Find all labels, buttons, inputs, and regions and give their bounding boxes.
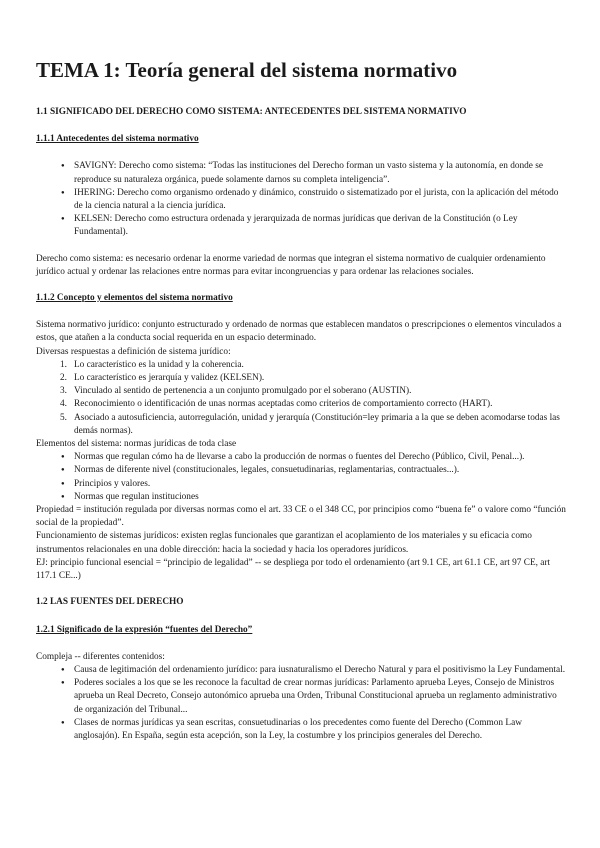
list-item: 3. Vinculado al sentido de pertenencia a un conjunto promulgado por el soberano (AUSTIN).	[60, 386, 412, 397]
page-title: TEMA 1: Teoría general del sistema normativo	[36, 58, 458, 82]
subsection-heading-1-1-2: 1.1.2 Concepto y elementos del sistema normativo	[36, 293, 233, 304]
paragraph-elements-intro: Elementos del sistema: normas jurídicas de toda clase	[36, 439, 237, 450]
list-item: ● Principios y valores.	[36, 478, 566, 491]
list-item: 2. Lo característico es jerarquía y validez (KELSEN).	[60, 373, 265, 384]
subsection-heading-1-2-1: 1.2.1 Significado de la expresión “fuentes del Derecho”	[36, 624, 253, 635]
paragraph-example: EJ: principio funcional esencial = “principio de legalidad” -- se despliega por todo el ordenamiento (art 9.1 CE, art 61.1 CE, art 97 CE, art 117.1 CE...)	[36, 557, 551, 582]
list-item: ● Poderes sociales a los que se les reconoce la facultad de crear normas jurídicas: Parlamento aprueba Leyes, Consejo de Ministros aprueba un Real Decreto, Consejo autonómico aprueba una Orden, Tribunal Constitucional aprueba un reglamento administrativo de organización del Tribunal...	[36, 677, 566, 717]
list-item: 4. Reconocimiento o identificación de unas normas aceptadas como criterios de comportamiento correcto (HART).	[60, 399, 493, 410]
list-item: ● Causa de legitimación del ordenamiento jurídico: para iusnaturalismo el Derecho Natural y para el positivismo la Ley Fundamental.	[36, 664, 566, 677]
section-heading-1-2: 1.2 LAS FUENTES DEL DERECHO	[36, 597, 184, 608]
list-item: ● KELSEN: Derecho como estructura ordenada y jerarquizada de normas jurídicas que derivan de la Constitución (o Ley Fundamental).	[36, 213, 566, 239]
list-item: 5. Asociado a autosuficiencia, autorregulación, unidad y jerarquía (Constitución=ley primaria a la que se deben acomodarse todas las demás normas).	[60, 412, 560, 436]
antecedents-list	[36, 160, 566, 239]
list-item: ● Normas de diferente nivel (constitucionales, legales, consuetudinarias, reglamentarias, contractuales...).	[36, 464, 566, 477]
sources-list	[36, 664, 566, 743]
paragraph-compleja: Compleja -- diferentes contenidos:	[36, 651, 165, 662]
elements-list	[36, 451, 566, 504]
paragraph-responses-intro: Diversas respuestas a definición de sistema jurídico:	[36, 346, 231, 357]
section-heading-1-1: 1.1 SIGNIFICADO DEL DERECHO COMO SISTEMA: ANTECEDENTES DEL SISTEMA NORMATIVO	[36, 107, 467, 117]
paragraph-definition: Sistema normativo jurídico: conjunto estructurado y ordenado de normas que establecen mandatos o prescripciones o elementos vinculados a estos, que atañen a la conducta social requerida en un espacio determinado.	[36, 320, 562, 344]
list-item: ● Normas que regulan cómo ha de llevarse a cabo la producción de normas o fuentes del Derecho (Público, Civil, Penal...).	[36, 451, 566, 464]
list-item: ● IHERING: Derecho como organismo ordenado y dinámico, construido o sistematizado por el jurista, con la aplicación del método de la ciencia natural a la ciencia jurídica.	[36, 187, 566, 213]
subsection-heading-1-1-1: 1.1.1 Antecedentes del sistema normativo	[36, 134, 199, 145]
list-item: ● SAVIGNY: Derecho como sistema: “Todas las instituciones del Derecho forman un vasto sistema y la autonomía, en donde se reproduce su naturaleza orgánica, puede solamente darnos su completa inteligencia”.	[36, 160, 566, 186]
paragraph-property: Propiedad = institución regulada por diversas normas como el art. 33 CE o el 348 CC, por principios como “buena fe” o valore como “función social de la propiedad”.	[36, 505, 566, 529]
responses-list	[36, 359, 566, 438]
list-item: ● Normas que regulan instituciones	[36, 491, 566, 504]
list-item: ● Clases de normas jurídicas ya sean escritas, consuetudinarias o los precedentes como fuente del Derecho (Common Law anglosajón). En España, según esta acepción, son la Ley, la costumbre y los principios generales del Derecho.	[36, 717, 566, 743]
paragraph-derecho-como-sistema: Derecho como sistema: es necesario ordenar la enorme variedad de normas que integran el sistema normativo de cualquier ordenamiento jurídico actual y ordenar las relaciones entre normas para evitar incongruencias y para ordenar las relaciones sociales.	[36, 253, 546, 277]
paragraph-functioning: Funcionamiento de sistemas jurídicos: existen reglas funcionales que garantizan el acoplamiento de los materiales y su eficacia como instrumentos relacionales en una doble dirección: hacia la sociedad y hacia los operadores jurídicos.	[36, 531, 532, 555]
list-item: 1. Lo característico es la unidad y la coherencia.	[60, 359, 244, 370]
